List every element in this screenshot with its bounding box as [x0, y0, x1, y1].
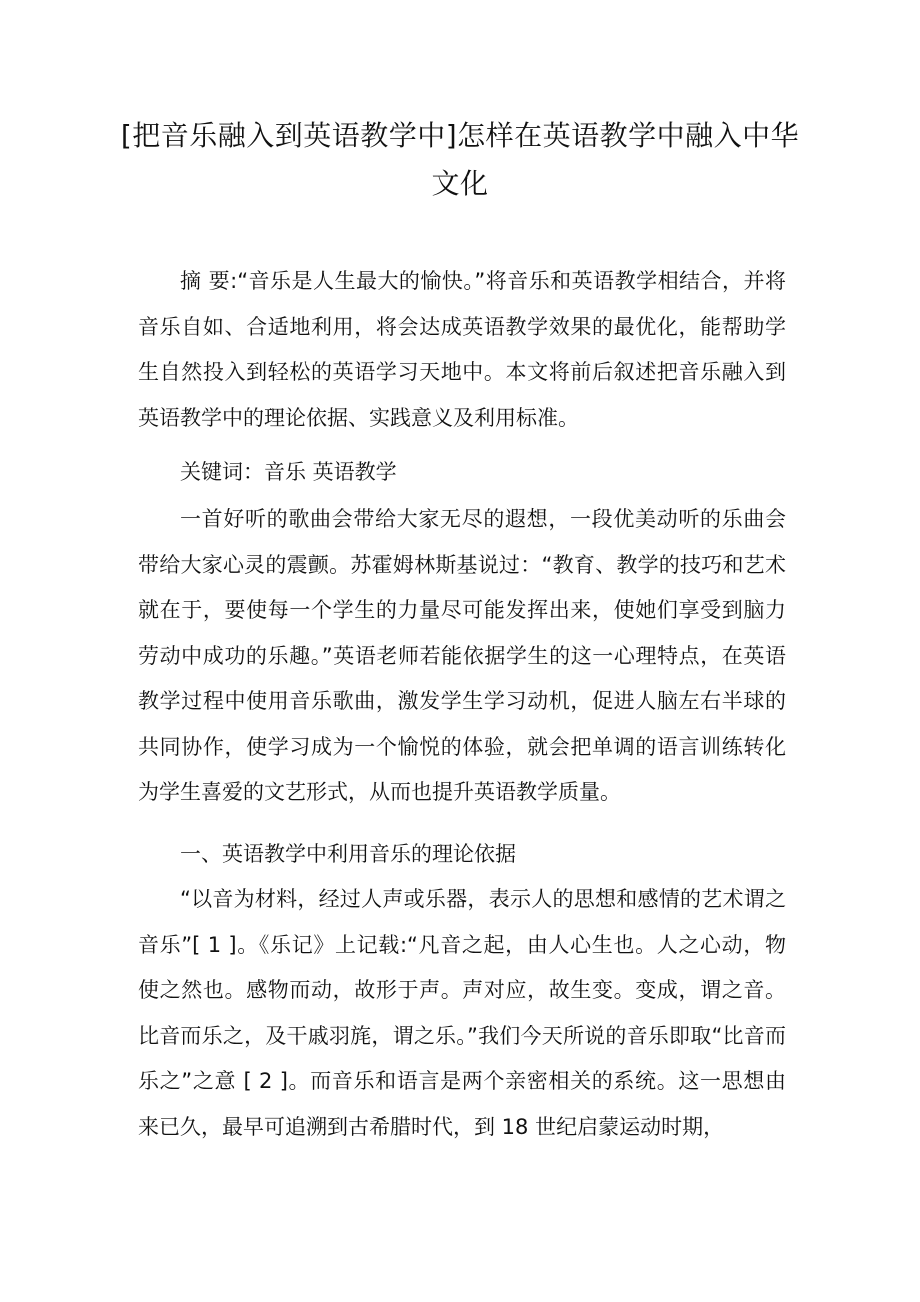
abstract-paragraph: 摘 要:“音乐是人生最大的愉快。”将音乐和英语教学相结合，并将音乐自如、合适地利用，将会达成英语教学效果的最优化，能帮助学生自然投入到轻松的英语学习天地中。本文将前后叙述把音乐融入到英语教学中的理论依据、实践意义及利用标准。: [138, 269, 786, 430]
keywords-line: 关键词：音乐 英语教学: [180, 460, 397, 484]
section-heading: 一、英语教学中利用音乐的理论依据: [180, 842, 516, 866]
document-title: [把音乐融入到英语教学中]怎样在英语教学中融入中华文化: [120, 119, 800, 200]
section-body-paragraph: “以音为材料，经过人声或乐器，表示人的思想和感情的艺术谓之音乐”[ 1 ]。《乐记》上记载:“凡音之起，由人心生也。人之心动，物使之然也。感物而动，故形于声。声对应，故生变。变成，谓之音。比音而乐之，及干戚羽旄，谓之乐。”我们今天所说的音乐即取“比音而乐之”之意 [ 2 ]。而音乐和语言是两个亲密相关的系统。这一思想由来已久，最早可追溯到古希腊时代，到 18 世纪启蒙运动时期，: [138, 887, 786, 1139]
intro-paragraph: 一首好听的歌曲会带给大家无尽的遐想，一段优美动听的乐曲会带给大家心灵的震颤。苏霍姆林斯基说过：“教育、教学的技巧和艺术就在于，要使每一个学生的力量尽可能发挥出来，使她们享受到脑力劳动中成功的乐趣。”英语老师若能依据学生的这一心理特点，在英语教学过程中使用音乐歌曲，激发学生学习动机，促进人脑左右半球的共同协作，使学习成为一个愉悦的体验，就会把单调的语言训练转化为学生喜爱的文艺形式，从而也提升英语教学质量。: [138, 507, 786, 804]
